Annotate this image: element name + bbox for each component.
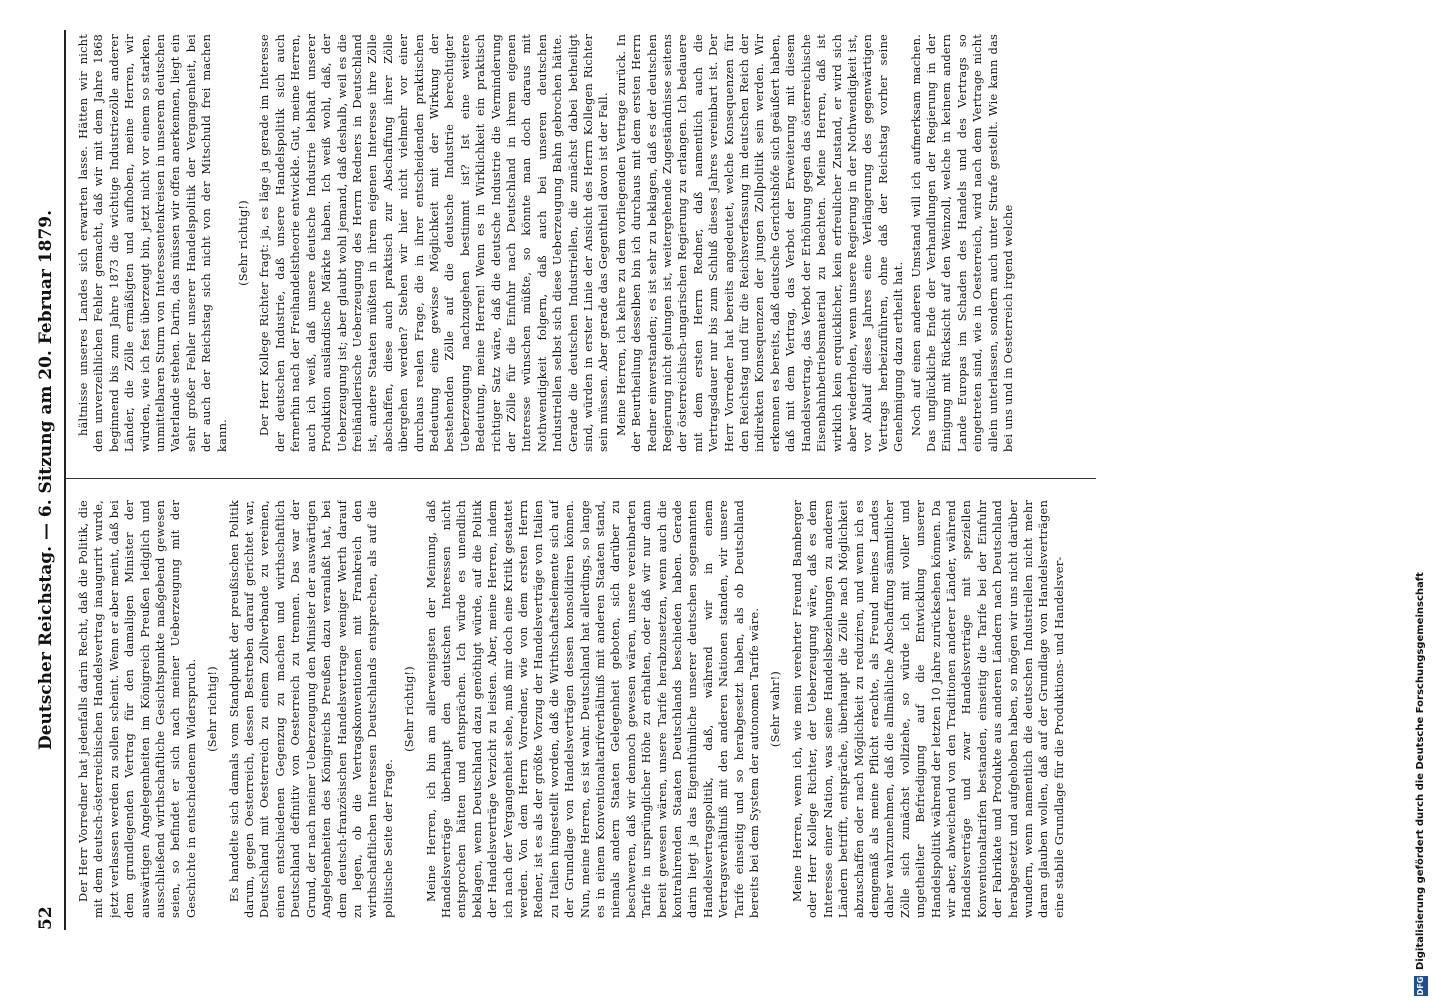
- paragraph: Meine Herren, wenn ich, wie mein verehrter Freund Bamberger oder Herr Kollege Richter, der Ueberzeugung wäre, daß es dem Interesse einer Nation, was seine Handelsbeziehungen zu anderen Ländern betrifft, entspräche, überhaupt die Zölle nach Möglichkeit abzuschaffen oder nach Möglichkeit zu reduziren, und wenn ich es demgemäß als meine Pflicht erachte, als Freund meines Landes daher wahrzunehmen, daß die allmähliche Abschaffung sämmtlicher Zölle sich zunächst vollziehe, so würde ich mit voller und ungetheilter Befriedigung auf die Entwicklung unserer Handelspolitik während der letzten 10 Jahre zurücksehen können. Da wir aber, abweichend von den Traditionen anderer Länder, während Handelsverträge und zwar Handelsverträge mit speziellen Konventionaltarifen bestanden, einseitig die Tarife bei der Einfuhr der Fabrikate und Produkte aus anderen Ländern nach Deutschland herabgesetzt und aufgehoben haben, so mögen wir uns nicht darüber wundern, wenn namentlich die deutschen Industriellen nicht mehr daran glauben wollen, daß auf der Grundlage von Handelsverträgen eine stabile Grundlage für die Produktions- und Handelsver-: [789, 500, 1066, 918]
- digitization-footer: [1412, 0, 1432, 1000]
- dfg-credit: Digitalisierung gefördert durch die Deutsche Forschungsgemeinschaft: [1415, 572, 1426, 970]
- paragraph: Noch auf einen anderen Umstand will ich aufmerksam machen. Das unglückliche Ende der Verhandlungen der Regierung in der Einigung mit Rücksicht auf den Weinzoll, welche in keinem andern Lande Europas im Schaden des Handels und des Vertrags so eingetreten sind, wie in Oesterreich, wird nach dem Vertrage nicht allein unterlassen, sondern auch unter Strafe gestellt. Wie kann das bei uns und in Oesterreich irgend welche: [908, 34, 1015, 452]
- interjection: (Sehr richtig!): [402, 666, 417, 752]
- paragraph: Meine Herren, ich kehre zu dem vorliegenden Vertrage zurück. In der Beurtheilung desselben bin ich durchaus mit dem ersten Herrn Redner einverstanden; es ist sehr zu beklagen, daß es der deutschen Regierung nicht gelungen ist, weitergehende Zugeständnisse seitens der österreichisch-ungarischen Regierung zu erlangen. Ich bedauere mit dem ersten Herrn Redner, daß namentlich auch die Vertragsdauer nur bis zum Schluß dieses Jahres vereinbart ist. Der Herr Vorredner hat bereits angedeutet, welche Konsequenzen für den Reichstag und für die Reichsverfassung im deutschen Reich der indirekten Konsequenzen der jungen Zollpolitik sein werden. Wir erkennen es bereits, daß deutsche Gerichtshöfe sich geäußert haben, daß mit dem Vertrag, das Verbot der Erweiterung mit diesem Handelsvertrag, das Verbot der Erhöhung gegen das österreichische Eisenbahnbetriebsmaterial zu beachten. Meine Herren, daß ist wirklich kein erquicklicher, kein erfreulicher Zustand, er wird sich aber wiederholen, wenn unsere Regierung in der Nothwendigkeit ist, vor Ablauf dieses Jahres eine Verlängerung des gegenwärtigen Vertrags herbeizuführen, ohne daß der Reichstag vorher seine Genehmigung dazu ertheilt hat.: [613, 34, 906, 452]
- paragraph: Der Herr Kollege Richter fragt: ja, es läge ja gerade im Interesse der deutschen Industrie, daß unsere Handelspolitik sich auch fernerhin nach der Freihandelstheorie entwickle. Gut, meine Herren, auch ich weiß, daß unsere deutsche Industrie lebhaft unserer Produktion ausländische Märkte haben. Ich weiß wohl, daß, der Ueberzeugung ist; aber glaubt wohl jemand, daß deshalb, weil es die freihändlerische Ueberzeugung des Herrn Redners in Deutschland ist, andere Staaten müßten in ihrem eigenen Interesse ihre Zölle abschaffen, diese auch praktisch zur Abschaffung ihrer Zölle übergehen werden? Stehen wir hier nicht vielmehr vor einer durchaus realen Frage, die in ihrer entscheidenden praktischen Bedeutung eine gewisse Möglichkeit mit der Wirkung der bestehenden Zölle auf die deutsche Industrie berechtigter Ueberzeugung nachzugehen bestimmt ist? Ist eine weitere Bedeutung, meine Herren! Wenn es in Wirklichkeit ein praktisch richtiger Satz wäre, daß die deutsche Industrie die Verminderung der Zölle für die Einfuhr nach Deutschland in ihrem eigenen Interesse wünschen müßte, so könnte man doch daraus mit Nothwendigkeit folgern, daß auch bei unseren deutschen Industriellen selbst sich diese Ueberzeugung Bahn gebrochen hätte. Gerade die deutschen Industriellen, die zunächst dabei betheiligt sind, würden in erster Linie der Ansicht des Herrn Kollegen Richter sein müssen. Aber gerade das Gegentheil davon ist der Fall.: [257, 34, 611, 452]
- interjection: (Sehr wahr!): [768, 670, 783, 748]
- interjection: (Sehr richtig!): [205, 666, 220, 752]
- paragraph: hältnisse unseres Landes sich erwarten lasse. Hätten wir nicht den unverzeihlichen Fehler gemacht, daß wir mit dem Jahre 1868 beginnend bis zum Jahre 1873 die wichtige Industriezölle anderer Länder, die Zölle ermäßigten und aufhoben, meine Herren, wir würden, wie ich fest überzeugt bin, jetzt nicht vor einem so starken, unmittelbaren Sturm von Interessentenkreisen in unserem deutschen Vaterlande stehen. Darin, das müssen wir offen anerkennen, liegt ein sehr großer Fehler unserer Handelspolitik der Vergangenheit, bei der auch der Reichstag sich nicht von der Mitschuld frei machen kann.: [76, 34, 229, 452]
- page-number: 52: [36, 906, 56, 930]
- page-header: [30, 30, 66, 930]
- left-text-column: [76, 500, 1096, 918]
- column-divider: [66, 478, 1096, 479]
- interjection: (Sehr richtig!): [236, 200, 251, 286]
- paragraph: Meine Herren, ich bin am allerwenigsten der Meinung, daß Handelsverträge überhaupt den deutschen Interessen nicht entsprochen hätten und entsprächen. Ich würde es unendlich beklagen, wenn Deutschland dazu genöthigt würde, auf die Politik der Handelsverträge Verzicht zu leisten. Aber, meine Herren, indem ich nach der Vergangenheit sehe, muß mir doch eine Kritik gestattet werden. Von dem Herrn Vorredner, wie von dem ersten Herrn Redner, ist es als der größte Vorzug der Handelsverträge von Italien zu Italien hingestellt worden, daß die Wirthschaftselemente sich auf der Grundlage von Handelsverträgen dessen konsolidiren können. Nun, meine Herren, es ist wahr. Deutschland hat allerdings, so lange es in einem Konventionaltarifverhältniß mit anderen Staaten stand, niemals andern Staaten Gelegenheit geboten, sich darüber zu beschweren, daß wir dennoch gewesen wären, unsere vereinbarten Tarife in ursprünglicher Höhe zu erhalten, oder daß wir nur dann bereit gewesen wären, unsere Tarife herabzusetzen, wenn auch die kontrahirenden Staaten Deutschlands beschieden haben. Gerade darin liegt ja das Eigenthümliche unserer deutschen sogenannten Handelsvertragspolitik, daß, während wir in einem Vertragsverhältniß mit den anderen Nationen standen, wir unsere Tarife einseitig und so herabgesetzt haben, als ob Deutschland bereits bei dem System der autonomen Tarife wäre.: [423, 500, 762, 918]
- page-title: Deutscher Reichstag. — 6. Sitzung am 20. Februar 1879.: [36, 209, 56, 751]
- right-text-column: [76, 34, 1096, 452]
- dfg-logo: DFG: [1414, 976, 1428, 996]
- paragraph: Der Herr Vorredner hat jedenfalls darin Recht, daß die Politik, die mit dem deutsch-österreichischen Handelsvertrag inaugurirt wurde, jetzt verlassen werden zu sollen scheint. Wenn er aber meint, daß bei dem grundlegenden Vertrag für den damaligen Minister der auswärtigen Angelegenheiten im Königreich Preußen lediglich und ausschließend wirthschaftliche Gesichtspunkte maßgebend gewesen seien, so befindet er sich nach meiner Ueberzeugung mit der Geschichte in entschiedenem Widerspruch.: [76, 500, 198, 918]
- paragraph: Es handelte sich damals vom Standpunkt der preußischen Politik darum, gegen Oesterreich, dessen Bestreben darauf gerichtet war, Deutschland mit Oesterreich zu einem Zollverbande zu vereinen, einen entschiedenen Gegenzug zu machen und wirthschaftlich Deutschland definitiv von Oesterreich zu trennen. Das war der Grund, der nach meiner Ueberzeugung den Minister der auswärtigen Angelegenheiten des Königreichs Preußen dazu veranlaßt hat, bei dem deutsch-französischen Handelsvertrage weniger Werth darauf zu legen, ob die Vertragskonventionen mit Frankreich den wirthschaftlichen Interessen Deutschlands entsprechen, als auf die politische Seite der Frage.: [226, 500, 395, 918]
